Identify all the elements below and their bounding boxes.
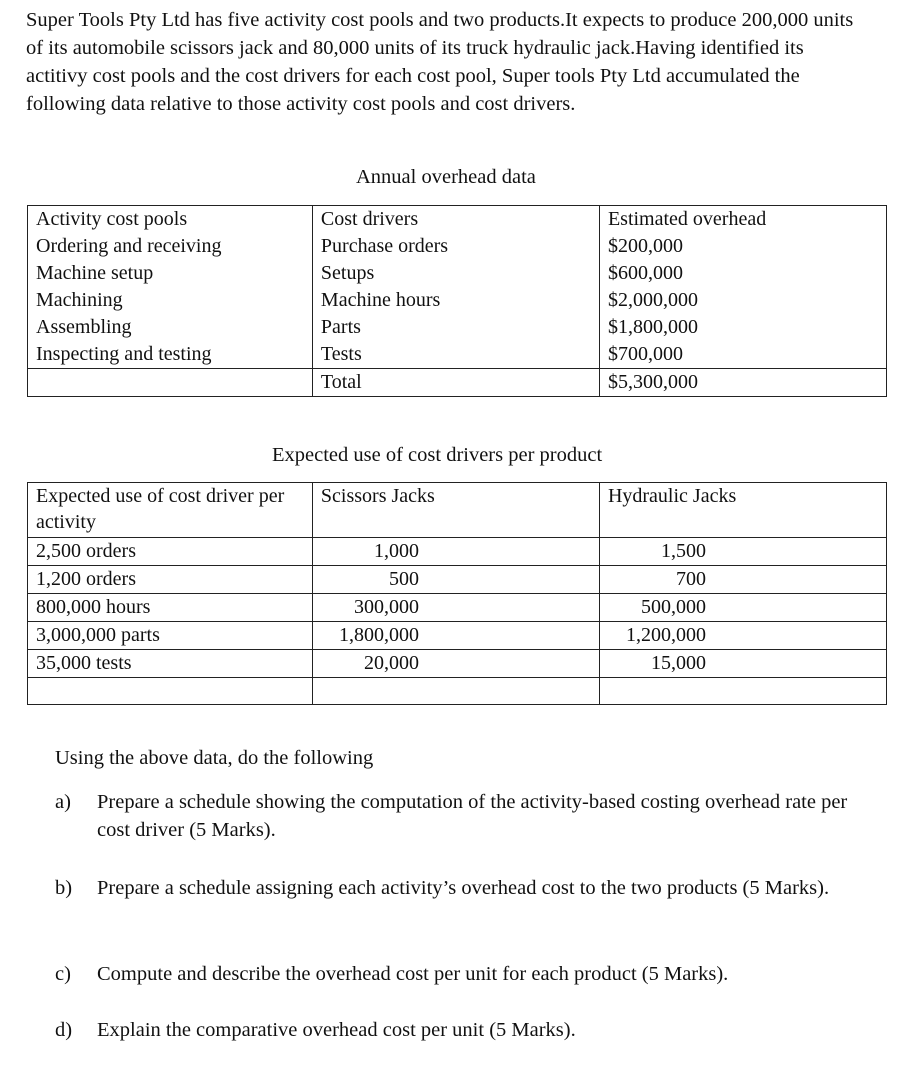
cell-overhead: $600,000 bbox=[599, 260, 886, 287]
task-text: Prepare a schedule assigning each activity’s overhead cost to the two products (5 Marks). bbox=[97, 877, 830, 899]
intro-paragraph: Super Tools Pty Ltd has five activity cost pools and two products.It expects to produce 200,000 units of its automobile scissors jack and 80,000 units of its truck hydraulic jack.Having identified its actitivy cost pools and the cost drivers for each cost pool, Super tools Pty Ltd accumulated the following data relative to those activity cost pools and cost drivers. bbox=[26, 9, 854, 115]
cell-scissors-use: 1,000 bbox=[312, 538, 599, 566]
cell-total-overhead: $5,300,000 bbox=[599, 369, 886, 397]
cell-driver-quantity: 800,000 hours bbox=[28, 594, 313, 622]
cell-activity: Inspecting and testing bbox=[28, 341, 313, 369]
cell-overhead: $2,000,000 bbox=[599, 287, 886, 314]
task-marker: c) bbox=[55, 963, 71, 985]
task-marker: b) bbox=[55, 877, 73, 899]
cell-driver: Purchase orders bbox=[312, 233, 599, 260]
task-item-b bbox=[55, 874, 855, 902]
table-row bbox=[28, 566, 887, 594]
cell-total-label: Total bbox=[312, 369, 599, 397]
table-row bbox=[28, 287, 887, 314]
usage-table-caption: Expected use of cost drivers per product bbox=[272, 444, 603, 466]
cell-driver-quantity: 2,500 orders bbox=[28, 538, 313, 566]
cell-hydraulic-use: 700 bbox=[599, 566, 886, 594]
cell-activity: Machining bbox=[28, 287, 313, 314]
header-estimated-overhead: Estimated overhead bbox=[599, 206, 886, 234]
cell-driver: Tests bbox=[312, 341, 599, 369]
task-text: Explain the comparative overhead cost per unit (5 Marks). bbox=[97, 1019, 576, 1041]
header-scissors-jacks: Scissors Jacks bbox=[312, 483, 599, 538]
task-marker: d) bbox=[55, 1019, 73, 1041]
cell-activity bbox=[28, 369, 313, 397]
cell-empty bbox=[312, 678, 599, 705]
cell-scissors-use: 1,800,000 bbox=[312, 622, 599, 650]
task-text: Compute and describe the overhead cost per unit for each product (5 Marks). bbox=[97, 963, 729, 985]
cell-hydraulic-use: 1,200,000 bbox=[599, 622, 886, 650]
table-row bbox=[28, 538, 887, 566]
total-row bbox=[28, 369, 887, 397]
cell-activity: Assembling bbox=[28, 314, 313, 341]
cell-driver: Setups bbox=[312, 260, 599, 287]
header-expected-use: Expected use of cost driver per activity bbox=[28, 483, 313, 538]
cell-hydraulic-use: 1,500 bbox=[599, 538, 886, 566]
cell-activity: Machine setup bbox=[28, 260, 313, 287]
table-row bbox=[28, 314, 887, 341]
cell-scissors-use: 20,000 bbox=[312, 650, 599, 678]
cell-empty bbox=[599, 678, 886, 705]
cell-overhead: $200,000 bbox=[599, 233, 886, 260]
task-item-a bbox=[55, 788, 855, 844]
table-row bbox=[28, 341, 887, 369]
cell-driver-quantity: 3,000,000 parts bbox=[28, 622, 313, 650]
overhead-table-caption: Annual overhead data bbox=[356, 166, 536, 188]
header-hydraulic-jacks: Hydraulic Jacks bbox=[599, 483, 886, 538]
cell-overhead: $700,000 bbox=[599, 341, 886, 369]
task-item-c bbox=[55, 960, 855, 988]
cell-driver-quantity: 35,000 tests bbox=[28, 650, 313, 678]
cell-driver: Parts bbox=[312, 314, 599, 341]
table-header-row bbox=[28, 206, 887, 234]
cell-driver-quantity: 1,200 orders bbox=[28, 566, 313, 594]
task-item-d bbox=[55, 1016, 855, 1044]
cell-driver: Machine hours bbox=[312, 287, 599, 314]
table-row bbox=[28, 233, 887, 260]
table-header-row bbox=[28, 483, 887, 538]
overhead-table bbox=[27, 205, 887, 397]
cell-overhead: $1,800,000 bbox=[599, 314, 886, 341]
task-marker: a) bbox=[55, 791, 71, 813]
cell-scissors-use: 300,000 bbox=[312, 594, 599, 622]
header-activity-cost-pools: Activity cost pools bbox=[28, 206, 313, 234]
task-text: Prepare a schedule showing the computation of the activity-based costing overhead rate per cost driver (5 Marks). bbox=[97, 791, 848, 841]
cell-hydraulic-use: 15,000 bbox=[599, 650, 886, 678]
cell-hydraulic-use: 500,000 bbox=[599, 594, 886, 622]
table-row bbox=[28, 650, 887, 678]
table-row bbox=[28, 260, 887, 287]
header-cost-drivers: Cost drivers bbox=[312, 206, 599, 234]
table-row bbox=[28, 622, 887, 650]
table-row bbox=[28, 594, 887, 622]
instructions-lead: Using the above data, do the following bbox=[55, 747, 374, 769]
empty-row bbox=[28, 678, 887, 705]
cell-empty bbox=[28, 678, 313, 705]
usage-table bbox=[27, 482, 887, 705]
cell-scissors-use: 500 bbox=[312, 566, 599, 594]
cell-activity: Ordering and receiving bbox=[28, 233, 313, 260]
